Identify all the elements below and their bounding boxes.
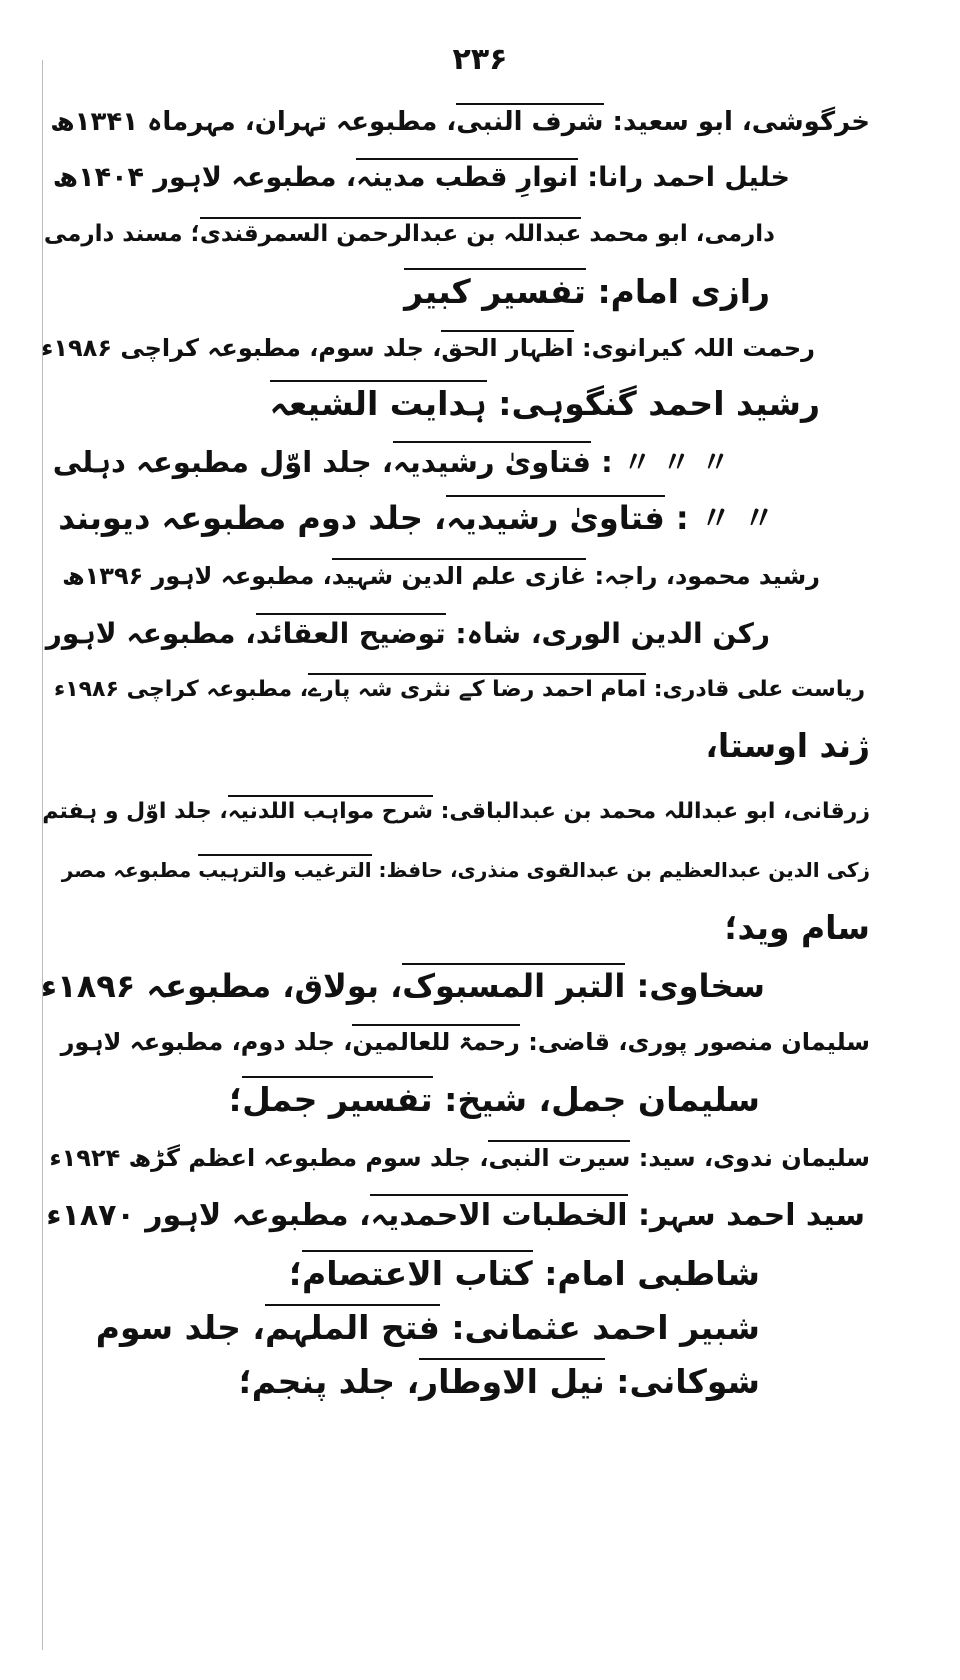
bibliography-entry: سخاوی: التبر المسبوک، بولاق، مطبوعہ ۱۸۹۶ء: [41, 964, 765, 1008]
page-number: ۲۳۶: [452, 42, 508, 77]
bibliography-entry: رازی امام: تفسیر کبیر: [404, 270, 770, 314]
bibliography-entry: سلیمان منصور پوری، قاضی: رحمۃ للعالمین، جلد دوم، مطبوعہ لاہور: [61, 1020, 870, 1064]
bibliography-entry: دارمی، ابو محمد عبداللہ بن عبدالرحمن السمرقندی؛ مسند دارمی: [44, 212, 775, 256]
bibliography-entry: ژند اوستا،: [705, 726, 870, 765]
bibliography-entry: رشید محمود، راجہ: غازی علم الدین شہید، مطبوعہ لاہور ۱۳۹۶ھ: [62, 554, 820, 598]
bibliography-entry: شبیر احمد عثمانی: فتح الملہم، جلد سوم: [96, 1306, 760, 1350]
bibliography-entry: شاطبی امام: کتاب الاعتصام؛: [289, 1252, 760, 1296]
bibliography-entry: سید احمد سہر: الخطبات الاحمدیہ، مطبوعہ لاہور ۱۸۷۰ء: [46, 1194, 865, 1238]
bibliography-entry: خلیل احمد رانا: انوارِ قطب مدینہ، مطبوعہ لاہور ۱۴۰۴ھ: [53, 156, 790, 200]
bibliography-entry: 〃 〃 〃 : فتاویٰ رشیدیہ، جلد اوّل مطبوعہ دہلی: [53, 440, 730, 484]
bibliography-entry: سلیمان ندوی، سید: سیرت النبی، جلد سوم مطبوعہ اعظم گڑھ ۱۹۲۴ء: [49, 1136, 870, 1180]
bibliography-entry: 〃 〃 : فتاویٰ رشیدیہ، جلد دوم مطبوعہ دیوبند: [58, 496, 775, 540]
bibliography-entry: ریاست علی قادری: امام احمد رضا کے نثری شہ پارے، مطبوعہ کراچی ۱۹۸۶ء: [54, 668, 865, 712]
bibliography-entry: شوکانی: نیل الاوطار، جلد پنجم؛: [239, 1360, 760, 1404]
bibliography-entry: رحمت اللہ کیرانوی: اظہار الحق، جلد سوم، مطبوعہ کراچی ۱۹۸۶ء: [41, 326, 815, 370]
bibliography-entry: سلیمان جمل، شیخ: تفسیر جمل؛: [229, 1078, 760, 1122]
bibliography-entry: زرقانی، ابو عبداللہ محمد بن عبدالباقی: شرح مواہب اللدنیہ، جلد اوّل و ہفتم: [42, 790, 870, 834]
bibliography-entry: خرگوشی، ابو سعید: شرف النبی، مطبوعہ تہران، مہرماہ ۱۳۴۱ھ: [50, 100, 870, 144]
bibliography-entry: زکی الدین عبدالعظیم بن عبدالقوی منذری، حافظ: الترغیب والترہیب مطبوعہ مصر: [62, 848, 870, 892]
page-edge-line: [42, 60, 43, 1650]
bibliography-entry: رشید احمد گنگوہی: ہدایت الشیعہ: [270, 382, 820, 426]
bibliography-entry: سام وید؛: [724, 908, 870, 947]
bibliography-entry: رکن الدین الوری، شاہ: توضیح العقائد، مطبوعہ لاہور: [46, 612, 770, 656]
